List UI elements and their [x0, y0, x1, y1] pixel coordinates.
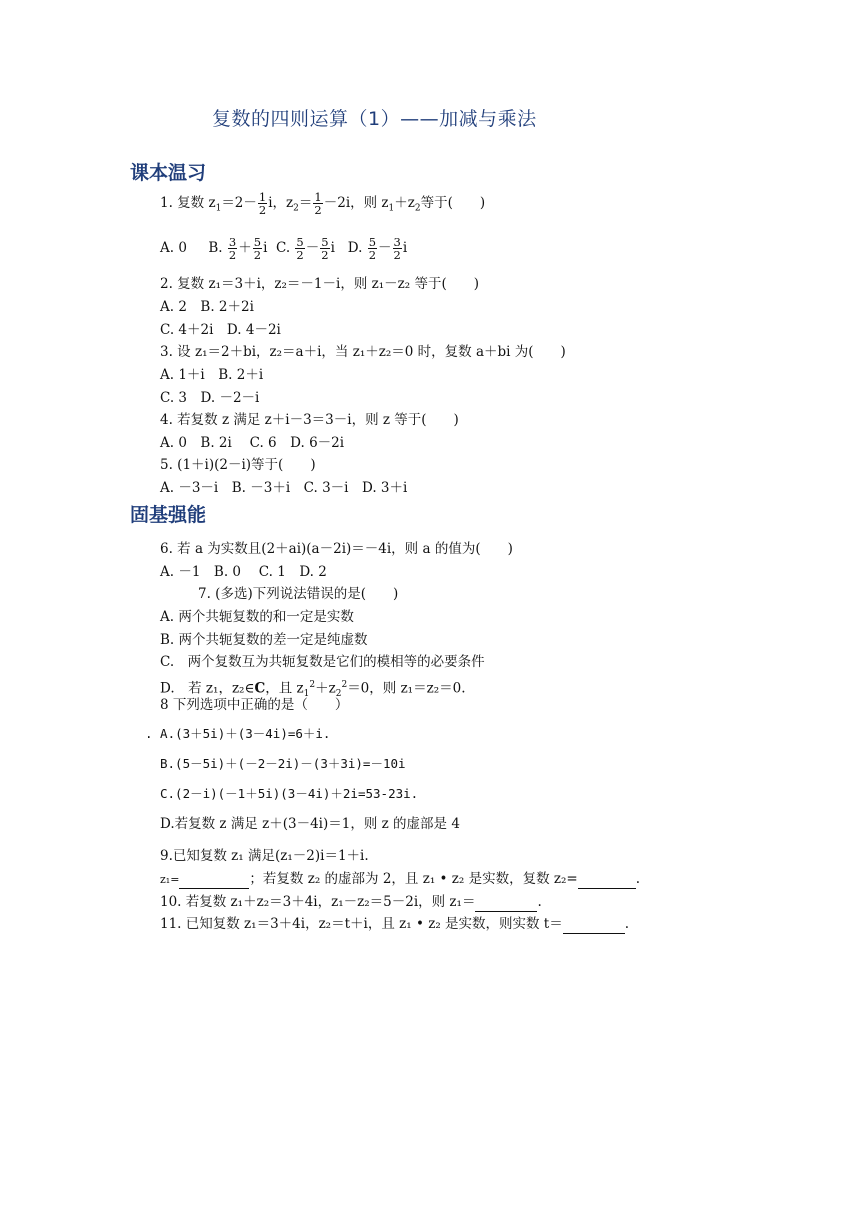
question-8-option-d: D.若复数 z 满足 z＋(3－4i)＝1，则 z 的虚部是 4: [160, 816, 460, 832]
question-2-options-ab: A. 2 B. 2＋2i: [160, 299, 254, 315]
fraction: $\frac{3}{2}$: [228, 235, 237, 262]
question-10: 10. 若复数 z₁＋z₂＝3＋4i，z₁－z₂＝5－2i，则 z₁＝ .: [160, 894, 542, 910]
question-7-option-c: C. 两个复数互为共轭复数是它们的模相等的必要条件: [160, 654, 485, 670]
question-8-option-a: . A.(3＋5i)＋(3－4i)=6＋i.: [145, 726, 331, 741]
fraction: $\frac{5}{2}$: [296, 235, 304, 262]
question-9-stem: 9.已知复数 z₁ 满足(z₁－2)i＝1＋i.: [160, 848, 369, 864]
page-title: 复数的四则运算（1）——加减与乘法: [212, 108, 537, 130]
fraction: $\frac{3}{2}$: [393, 235, 401, 262]
answer-blank-q11[interactable]: [563, 915, 625, 934]
question-3-options-ab: A. 1＋i B. 2＋i: [160, 367, 264, 383]
question-5-stem: 5. (1＋i)(2－i)等于( ): [160, 457, 316, 473]
fraction-one-half: $\frac{1}{2}$: [258, 190, 267, 217]
question-11: 11. 已知复数 z₁＝3＋4i，z₂＝t＋i，且 z₁ • z₂ 是实数，则实数 t＝ .: [160, 916, 630, 932]
fraction: $\frac{5}{2}$: [368, 235, 377, 262]
question-1-options: A. 0 B. $\frac{3}{2}$ ＋ $\frac{5}{2}$ i C. $\frac{5}{2}$ － $\frac{5}{2}$ i D. $\frac{5}{2}$ － $\frac{3}{2}$ i: [160, 235, 408, 262]
fraction: $\frac{5}{2}$: [321, 235, 329, 262]
question-7-option-a: A. 两个共轭复数的和一定是实数: [160, 609, 354, 625]
answer-blank-q10[interactable]: [475, 893, 537, 912]
question-9-answer-line: z₁= ；若复数 z₂ 的虚部为 2，且 z₁ • z₂ 是实数，复数 z₂= .: [160, 871, 641, 887]
question-3-options-cd: C. 3 D. －2－i: [160, 390, 260, 406]
fraction-one-half: $\frac{1}{2}$: [314, 190, 322, 217]
question-4-options: A. 0 B. 2i C. 6 D. 6－2i: [160, 435, 345, 451]
question-3-stem: 3. 设 z₁＝2＋bi，z₂＝a＋i，当 z₁＋z₂＝0 时，复数 a＋bi 为( ): [160, 344, 566, 360]
question-2-options-cd: C. 4＋2i D. 4－2i: [160, 322, 281, 338]
question-8-option-c: C.(2－i)(－1＋5i)(3－4i)＋2i=53-23i.: [160, 786, 419, 801]
question-8-stem: 8 下列选项中正确的是（ ）: [160, 697, 349, 713]
answer-blank-z2[interactable]: [578, 870, 636, 889]
question-5-options: A. －3－i B. －3＋i C. 3－i D. 3＋i: [160, 480, 408, 496]
question-1-stem: 1. 复数 $z_1=2-$ $\frac{1}{2}$ i，$z_2=$ $\frac{1}{2}$ －2i，则 $z_1+z_2$等于( ): [160, 190, 486, 217]
fraction: $\frac{5}{2}$: [253, 235, 262, 262]
question-7-option-d: D. 若 z₁，z₂∈C，且 $z_1^2+z_2^2=0$，则 z₁＝z₂＝0.: [160, 680, 466, 700]
question-8-option-b: B.(5－5i)＋(－2－2i)－(3＋3i)=－10i: [160, 756, 406, 771]
answer-blank-z1[interactable]: [179, 870, 249, 889]
section-heading-review: 课本温习: [130, 162, 207, 184]
question-4-stem: 4. 若复数 z 满足 z＋i－3＝3－i，则 z 等于( ): [160, 412, 459, 428]
question-6-stem: 6. 若 a 为实数且(2＋ai)(a－2i)＝－4i，则 a 的值为( ): [160, 541, 513, 557]
question-6-options: A. －1 B. 0 C. 1 D. 2: [160, 564, 327, 580]
question-7-option-b: B. 两个共轭复数的差一定是纯虚数: [160, 632, 368, 648]
question-2-stem: 2. 复数 z₁＝3＋i，z₂＝－1－i，则 z₁－z₂ 等于( ): [160, 276, 479, 292]
question-7-stem: 7. (多选)下列说法错误的是( ): [198, 586, 399, 602]
section-heading-consolidate: 固基强能: [130, 504, 207, 526]
